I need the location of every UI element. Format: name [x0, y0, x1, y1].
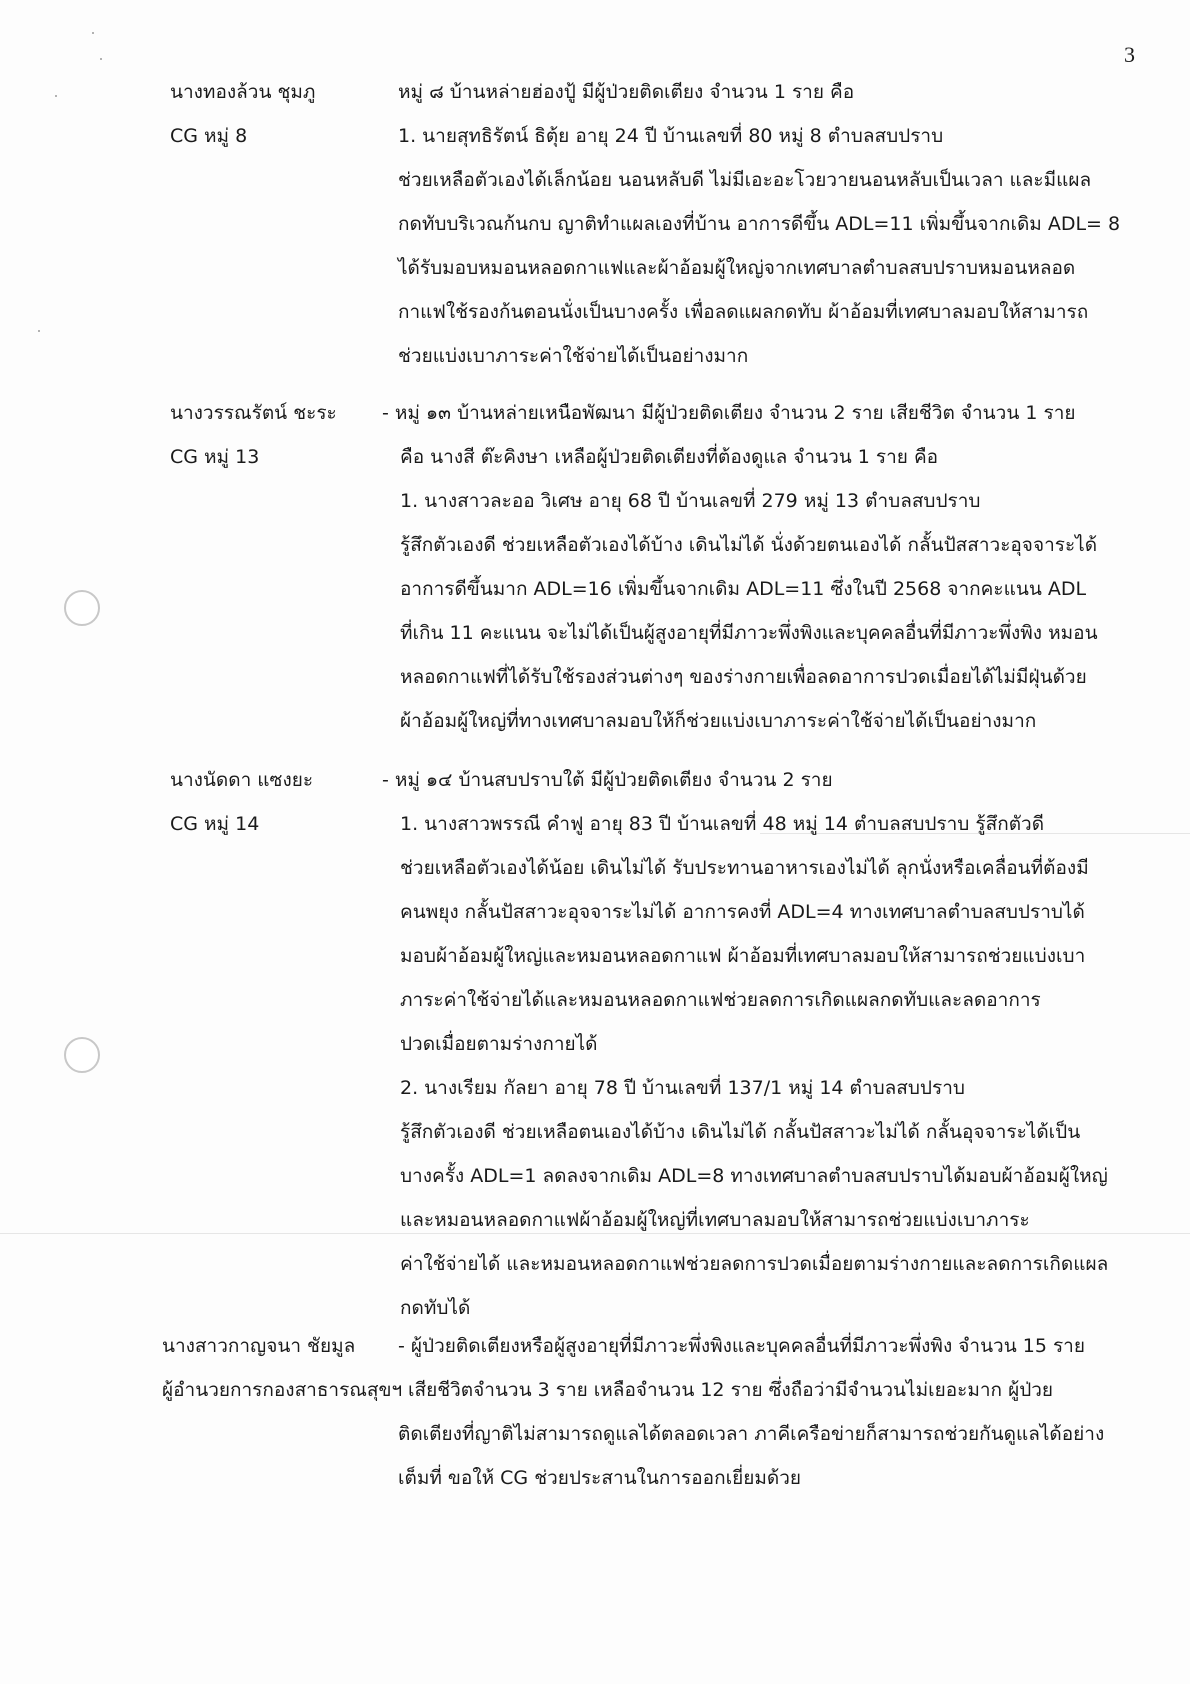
person-block [170, 70, 400, 158]
scan-speck [55, 95, 57, 97]
scan-speck [100, 58, 102, 60]
person-name: นางทองล้วน ชุมภู [170, 81, 316, 103]
report-text [398, 70, 1138, 378]
text-line: เต็มที่ ขอให้ CG ช่วยประสานในการออกเยี่ยมด้วย [398, 1467, 802, 1489]
text-line: ภาระค่าใช้จ่ายได้และหมอนหลอดกาแฟช่วยลดการเกิดแผลกดทับและลดอาการ [400, 989, 1041, 1011]
text-line: - หมู่ ๑๔ บ้านสบปราบใต้ มีผู้ป่วยติดเตียง จำนวน 2 ราย [382, 769, 833, 791]
text-line: 2. นางเรียม กัลยา อายุ 78 ปี บ้านเลขที่ 137/1 หมู่ 14 ตำบลสบปราบ [400, 1077, 965, 1099]
person-role: CG หมู่ 14 [170, 813, 260, 835]
text-line: ปวดเมื่อยตามร่างกายได้ [400, 1033, 598, 1055]
text-line: มอบผ้าอ้อมผู้ใหญ่และหมอนหลอดกาแฟ ผ้าอ้อมที่เทศบาลมอบให้สามารถช่วยแบ่งเบา [400, 945, 1086, 967]
person-name: นางวรรณรัตน์ ชะระ [170, 402, 337, 424]
text-line: ช่วยเหลือตัวเองได้น้อย เดินไม่ได้ รับประทานอาหารเองไม่ได้ ลุกนั่งหรือเคลื่อนที่ต้องมี [400, 857, 1089, 879]
text-line: คนพยุง กลั้นปัสสาวะอุจจาระไม่ได้ อาการคงที่ ADL=4 ทางเทศบาลตำบลสบปราบได้ [400, 901, 1085, 923]
scan-speck [92, 32, 94, 34]
text-line: ได้รับมอบหมอนหลอดกาแฟและผ้าอ้อมผู้ใหญ่จากเทศบาลตำบลสบปราบหมอนหลอด [398, 257, 1076, 279]
report-text [398, 1324, 1138, 1500]
text-line: ค่าใช้จ่ายได้ และหมอนหลอดกาแฟช่วยลดการปวดเมื่อยตามร่างกายและลดการเกิดแผล [400, 1253, 1109, 1275]
person-role: CG หมู่ 8 [170, 125, 248, 147]
person-role: ผู้อำนวยการกองสาธารณสุขฯ [162, 1379, 403, 1401]
text-line: - หมู่ ๑๓ บ้านหล่ายเหนือพัฒนา มีผู้ป่วยติดเตียง จำนวน 2 ราย เสียชีวิต จำนวน 1 ราย [382, 402, 1076, 424]
text-line: กาแฟใช้รองก้นตอนนั่งเป็นบางครั้ง เพื่อลดแผลกดทับ ผ้าอ้อมที่เทศบาลมอบให้สามารถ [398, 301, 1089, 323]
text-line: - ผู้ป่วยติดเตียงหรือผู้สูงอายุที่มีภาวะพึ่งพิงและบุคคลอื่นที่มีภาวะพึ่งพิง จำนวน 15 ราย [398, 1335, 1085, 1357]
report-text [382, 758, 1122, 1330]
person-role: CG หมู่ 13 [170, 446, 260, 468]
scan-speck [38, 330, 40, 332]
text-line: เสียชีวิตจำนวน 3 ราย เหลือจำนวน 12 ราย ซึ่งถือว่ามีจำนวนไม่เยอะมาก ผู้ป่วย [408, 1379, 1054, 1401]
text-line: คือ นางสี ต๊ะคิงษา เหลือผู้ป่วยติดเตียงที่ต้องดูแล จำนวน 1 ราย คือ [400, 446, 939, 468]
person-name: นางสาวกาญจนา ชัยมูล [162, 1335, 356, 1357]
text-line: กดทับได้ [400, 1297, 471, 1319]
person-block [170, 391, 400, 479]
text-line: ช่วยแบ่งเบาภาระค่าใช้จ่ายได้เป็นอย่างมาก [398, 345, 749, 367]
person-block [162, 1324, 412, 1412]
punch-hole [64, 1037, 100, 1073]
text-line: ติดเตียงที่ญาติไม่สามารถดูแลได้ตลอดเวลา ภาคีเครือข่ายก็สามารถช่วยกันดูแลได้อย่าง [398, 1423, 1105, 1445]
text-line: 1. นางสาวพรรณี คำฟู อายุ 83 ปี บ้านเลขที่ 48 หมู่ 14 ตำบลสบปราบ รู้สึกตัวดี [400, 813, 1045, 835]
text-line: หลอดกาแฟที่ได้รับใช้รองส่วนต่างๆ ของร่างกายเพื่อลดอาการปวดเมื่อยได้ไม่มีฝุ่นด้วย [400, 666, 1087, 688]
person-name: นางนัดดา แซงยะ [170, 769, 314, 791]
text-line: กดทับบริเวณก้นกบ ญาติทำแผลเองที่บ้าน อาการดีขึ้น ADL=11 เพิ่มขึ้นจากเดิม ADL= 8 [398, 213, 1121, 235]
text-line: หมู่ ๘ บ้านหล่ายฮ่องปู้ มีผู้ป่วยติดเตียง จำนวน 1 ราย คือ [398, 81, 855, 103]
text-line: และหมอนหลอดกาแฟผ้าอ้อมผู้ใหญ่ที่เทศบาลมอบให้สามารถช่วยแบ่งเบาภาระ [400, 1209, 1030, 1231]
text-line: 1. นางสาวละออ วิเศษ อายุ 68 ปี บ้านเลขที่ 279 หมู่ 13 ตำบลสบปราบ [400, 490, 981, 512]
text-line: อาการดีขึ้นมาก ADL=16 เพิ่มขึ้นจากเดิม ADL=11 ซึ่งในปี 2568 จากคะแนน ADL [400, 578, 1087, 600]
text-line: รู้สึกตัวเองดี ช่วยเหลือตนเองได้บ้าง เดินไม่ได้ กลั้นปัสสาวะไม่ได้ กลั้นอุจจาระได้เป็น [400, 1121, 1081, 1143]
punch-hole [64, 590, 100, 626]
page-number: 3 [1124, 42, 1135, 67]
text-line: ช่วยเหลือตัวเองได้เล็กน้อย นอนหลับดี ไม่มีเอะอะโวยวายนอนหลับเป็นเวลา และมีแผล [398, 169, 1092, 191]
text-line: บางครั้ง ADL=1 ลดลงจากเดิม ADL=8 ทางเทศบาลตำบลสบปราบได้มอบผ้าอ้อมผู้ใหญ่ [400, 1165, 1108, 1187]
text-line: ผ้าอ้อมผู้ใหญ่ที่ทางเทศบาลมอบให้ก็ช่วยแบ่งเบาภาระค่าใช้จ่ายได้เป็นอย่างมาก [400, 710, 1037, 732]
text-line: 1. นายสุทธิรัตน์ ธิตุ้ย อายุ 24 ปี บ้านเลขที่ 80 หมู่ 8 ตำบลสบปราบ [398, 125, 944, 147]
text-line: ที่เกิน 11 คะแนน จะไม่ได้เป็นผู้สูงอายุที่มีภาวะพึ่งพิงและบุคคลอื่นที่มีภาวะพึ่งพิง หมอน [400, 622, 1098, 644]
text-line: รู้สึกตัวเองดี ช่วยเหลือตัวเองได้บ้าง เดินไม่ได้ นั่งด้วยตนเองได้ กลั้นปัสสาวะอุจจาระได้ [400, 534, 1098, 556]
report-text [382, 391, 1122, 743]
person-block [170, 758, 400, 846]
